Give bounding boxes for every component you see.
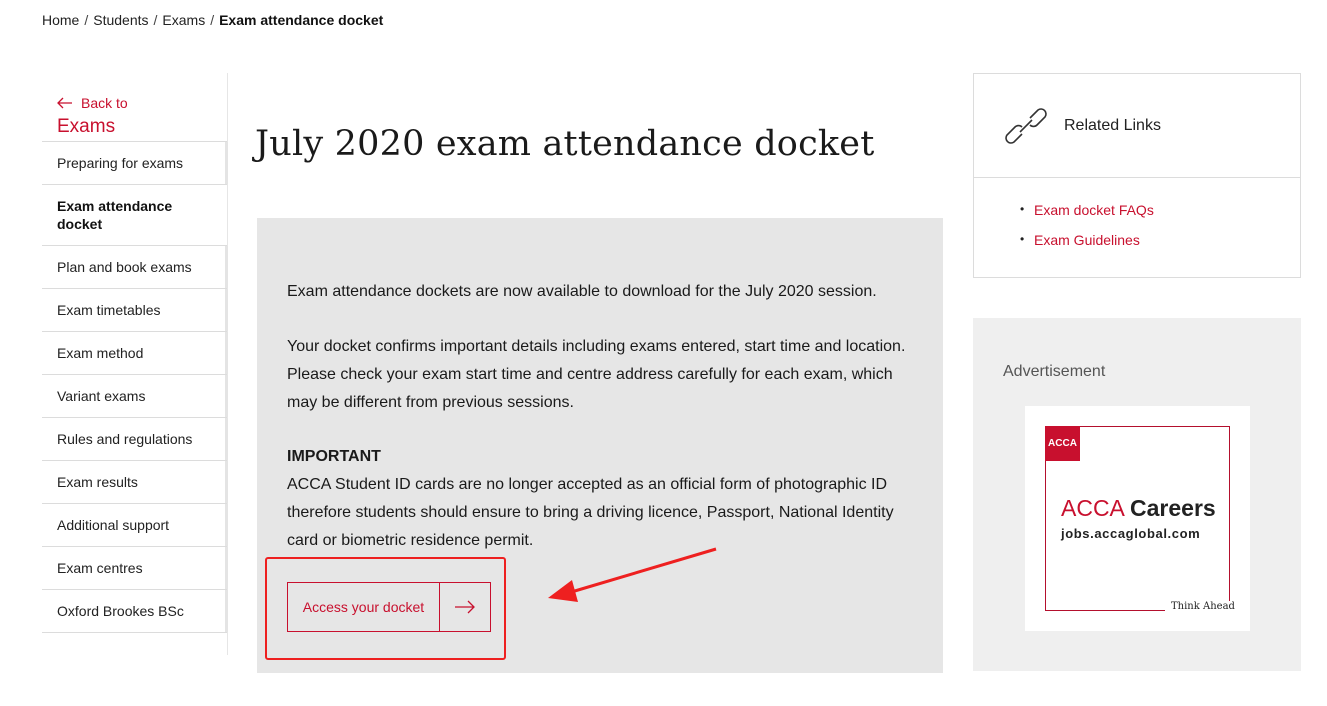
ad-brand-prefix: ACCA — [1061, 495, 1124, 521]
sidebar-item-oxford-brookes-bsc[interactable]: Oxford Brookes BSc — [42, 590, 227, 633]
link-chain-icon — [1004, 104, 1048, 148]
list-item — [1020, 232, 1300, 248]
sidebar-item-exam-timetables[interactable]: Exam timetables — [42, 289, 227, 332]
sidebar-item-variant-exams[interactable]: Variant exams — [42, 375, 227, 418]
breadcrumb-separator: / — [84, 12, 89, 28]
list-item — [1020, 202, 1300, 218]
related-links-box — [973, 73, 1301, 278]
back-link[interactable] — [42, 73, 227, 141]
advertisement-box — [973, 318, 1301, 671]
breadcrumb — [42, 12, 383, 28]
acca-logo: ACCA — [1045, 426, 1080, 461]
important-heading: IMPORTANT — [287, 448, 381, 465]
docket-text — [287, 278, 917, 555]
related-link-exam-guidelines[interactable]: Exam Guidelines — [1034, 232, 1140, 248]
related-links-header — [974, 74, 1300, 178]
back-row[interactable] — [57, 95, 227, 111]
sidebar-item-rules-and-regulations[interactable]: Rules and regulations — [42, 418, 227, 461]
ad-url: jobs.accaglobal.com — [1061, 526, 1201, 541]
access-docket-label: Access your docket — [302, 599, 425, 615]
access-docket-button[interactable] — [287, 582, 491, 632]
back-title[interactable]: Exams — [57, 116, 116, 137]
breadcrumb-current: Exam attendance docket — [219, 12, 384, 28]
related-links-list — [974, 202, 1300, 248]
ad-brand — [1061, 495, 1216, 522]
page-title: July 2020 exam attendance docket — [255, 124, 875, 164]
ad-tagline: Think Ahead — [1171, 601, 1235, 612]
intro-paragraph: Exam attendance dockets are now available to download for the July 2020 session. — [287, 283, 877, 300]
bullet-icon: • — [1020, 232, 1025, 246]
breadcrumb-home[interactable]: Home — [42, 12, 80, 28]
arrow-left-icon — [57, 97, 73, 109]
sidebar-nav — [42, 141, 227, 633]
sidebar-item-additional-support[interactable]: Additional support — [42, 504, 227, 547]
sidebar-item-plan-and-book-exams[interactable]: Plan and book exams — [42, 246, 227, 289]
sidebar-item-exam-centres[interactable]: Exam centres — [42, 547, 227, 590]
sidebar-item-exam-attendance-docket[interactable]: Exam attendance docket — [42, 185, 227, 246]
breadcrumb-students[interactable]: Students — [93, 12, 149, 28]
sidebar-item-exam-results[interactable]: Exam results — [42, 461, 227, 504]
breadcrumb-separator: / — [210, 12, 215, 28]
important-paragraph: ACCA Student ID cards are no longer accepted as an official form of photographic ID therefore students should ensure to bring a driving licence, Passport, National Identity card or biometric residence permit. — [287, 476, 894, 549]
sidebar-item-exam-method[interactable]: Exam method — [42, 332, 227, 375]
advertisement-label: Advertisement — [1003, 363, 1106, 380]
sidebar-item-preparing-for-exams[interactable]: Preparing for exams — [42, 142, 227, 185]
acca-careers-ad[interactable] — [1025, 406, 1250, 631]
bullet-icon: • — [1020, 202, 1025, 216]
breadcrumb-exams[interactable]: Exams — [162, 12, 206, 28]
breadcrumb-separator: / — [153, 12, 158, 28]
sidebar — [42, 73, 228, 655]
details-paragraph: Your docket confirms important details including exams entered, start time and location. Please check your exam start time and centre address carefully for each exam, which may be different from previous sessions. — [287, 338, 906, 411]
related-link-exam-docket-faqs[interactable]: Exam docket FAQs — [1034, 202, 1154, 218]
ad-brand-bold: Careers — [1130, 495, 1216, 521]
arrow-right-icon — [440, 600, 490, 614]
back-label[interactable]: Back to — [81, 95, 128, 111]
related-links-title: Related Links — [1064, 116, 1161, 134]
